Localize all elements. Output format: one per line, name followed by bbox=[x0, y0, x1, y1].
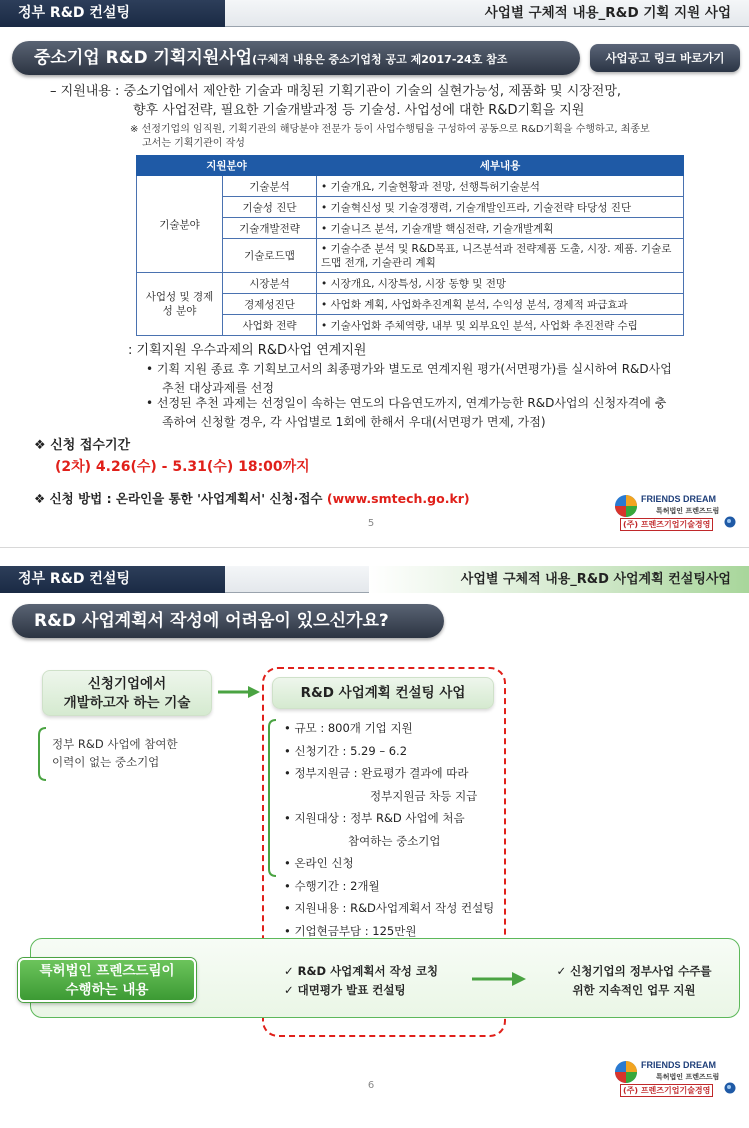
method-label: ❖ 신청 방법 : 온라인을 통한 '사업계획서' 신청·접수 (www.smtech.go.kr) bbox=[34, 491, 470, 506]
arrow-right-icon bbox=[470, 969, 528, 989]
table-item: 기술분석 bbox=[223, 176, 317, 197]
friends-dream-logo bbox=[614, 1058, 732, 1100]
page2-header-right: 사업별 구체적 내용_R&D 사업계획 컨설팅사업 bbox=[369, 566, 749, 593]
table-item: 기술개발전략 bbox=[223, 218, 317, 239]
list-item: • 규모 : 800개 기업 지원 bbox=[284, 721, 413, 735]
table-row bbox=[137, 273, 684, 294]
list-item: • 수행기간 : 2개월 bbox=[284, 878, 380, 893]
table-detail: • 사업화 계획, 사업화추진계획 분석, 수익성 분석, 경제적 파급효과 bbox=[317, 294, 684, 315]
consulting-title-box: R&D 사업계획 컨설팅 사업 bbox=[272, 677, 494, 709]
logo-name: FRIENDS DREAM bbox=[641, 1060, 717, 1070]
logo-emblem-icon bbox=[614, 494, 638, 518]
table-header-detail: 세부내용 bbox=[317, 156, 684, 176]
bracket-text: 정부 R&D 사업에 참여한 이력이 없는 중소기업 bbox=[52, 737, 178, 769]
table-detail: • 기술사업화 주체역량, 내부 및 외부요인 분석, 사업화 추진전략 수립 bbox=[317, 315, 684, 336]
center-bracket-icon bbox=[266, 718, 278, 878]
list-item: • 기업현금부담 : 125만원 bbox=[284, 923, 417, 938]
link-bullet-1 bbox=[146, 360, 740, 398]
link-bullet-1-line1: • 기획 지원 종료 후 기획보고서의 최종평가와 별도로 연계지원 평가(서면평가)를 실시하여 R&D사업 bbox=[146, 362, 672, 376]
table-group-business: 사업성 및 경제성 분야 bbox=[137, 273, 223, 336]
tech-box: 신청기업에서 개발하고자 하는 기술 bbox=[42, 670, 212, 716]
check-item: ✓ R&D 사업계획서 작성 코칭 bbox=[284, 964, 439, 978]
coaching-checks bbox=[284, 962, 438, 1000]
list-item: • 정부지원금 : 완료평가 결과에 따라 bbox=[284, 766, 469, 780]
table-item: 경제성진단 bbox=[223, 294, 317, 315]
table-header-field: 지원분야 bbox=[137, 156, 317, 176]
note-line1: ※ 선정기업의 임직원, 기획기관의 해당분야 전문가 등이 사업수행팀을 구성하여 공동으로 R&D기획을 수행하고, 최종보 bbox=[130, 124, 650, 135]
table-item: 사업화 전략 bbox=[223, 315, 317, 336]
page2-header-left: 정부 R&D 컨설팅 bbox=[0, 566, 225, 593]
page-divider bbox=[0, 547, 749, 548]
diamond-bullet-icon: ❖ bbox=[34, 438, 51, 453]
page1-number: 5 bbox=[367, 518, 375, 529]
support-line1: – 지원내용 : 중소기업에서 제안한 기술과 매칭된 기획기관이 기술의 실현가능성, 제품화 및 시장전망, bbox=[50, 84, 622, 99]
logo-tag: (주) 프렌즈기업기술경영 bbox=[620, 1084, 713, 1097]
notice-link-button[interactable]: 사업공고 링크 바로가기 bbox=[590, 44, 740, 72]
link-title: : 기획지원 우수과제의 R&D사업 연계지원 bbox=[128, 343, 367, 358]
table-group-tech: 기술분야 bbox=[137, 176, 223, 273]
method-url-link[interactable]: (www.smtech.go.kr) bbox=[326, 491, 470, 506]
check-item: ✓ 대면평가 발표 컨설팅 bbox=[284, 983, 406, 997]
logo-sub: 특허법인 프렌즈드림 bbox=[656, 507, 720, 515]
logo-name: FRIENDS DREAM bbox=[641, 494, 717, 504]
page2-title: R&D 사업계획서 작성에 어려움이 있으신가요? bbox=[12, 604, 444, 638]
consulting-bullets bbox=[284, 717, 504, 942]
table-item: 시장분석 bbox=[223, 273, 317, 294]
result-text: ✓ 신청기업의 정부사업 수주를 위한 지속적인 업무 지원 bbox=[556, 964, 712, 997]
link-bullet-2-line2: 족하여 신청할 경우, 각 사업별로 1회에 한해서 우대(서면평가 면제, 가점) bbox=[162, 415, 546, 429]
table-detail: • 기술혁신성 및 기술경쟁력, 기술개발인프라, 기술전략 타당성 진단 bbox=[317, 197, 684, 218]
friends-dream-logo bbox=[614, 492, 732, 534]
page1-header-left: 정부 R&D 컨설팅 bbox=[0, 0, 225, 27]
left-bracket-icon bbox=[36, 726, 48, 782]
list-item: 정부지원금 차등 지급 bbox=[370, 788, 478, 803]
logo-sub: 특허법인 프렌즈드림 bbox=[656, 1073, 720, 1081]
table-detail: • 기술수준 분석 및 R&D목표, 니즈분석과 전략제품 도출, 시장. 제품. 기술로 드맵 전개, 기술관리 계획 bbox=[317, 239, 684, 273]
logo-globe-icon bbox=[724, 516, 736, 528]
list-item: • 지원내용 : R&D사업계획서 작성 컨설팅 bbox=[284, 901, 495, 915]
logo-globe-icon bbox=[724, 1082, 736, 1094]
list-item: • 지원대상 : 정부 R&D 사업에 처음 bbox=[284, 811, 465, 825]
link-bullet-2-line1: • 선정된 추천 과제는 선정일이 속하는 연도의 다음연도까지, 연계가능한 R&D사업의 신청자격에 충 bbox=[146, 396, 667, 410]
table-detail: • 시장개요, 시장특성, 시장 동향 및 전망 bbox=[317, 273, 684, 294]
friends-dream-label: 특허법인 프렌즈드림이 수행하는 내용 bbox=[18, 958, 196, 1002]
list-item: • 신청기간 : 5.29 – 6.2 bbox=[284, 743, 408, 758]
table-item: 기술성 진단 bbox=[223, 197, 317, 218]
link-bullet-1-line2: 추천 대상과제를 선정 bbox=[162, 381, 274, 395]
diamond-bullet-icon: ❖ bbox=[34, 491, 50, 506]
period-value: (2차) 4.26(수) - 5.31(수) 18:00까지 bbox=[55, 459, 310, 475]
logo-tag: (주) 프렌즈기업기술경영 bbox=[620, 518, 713, 531]
list-item: • 온라인 신청 bbox=[284, 856, 354, 870]
table-detail: • 기술개요, 기술현황과 전망, 선행특허기술분석 bbox=[317, 176, 684, 197]
table-row bbox=[137, 176, 684, 197]
logo-emblem-icon bbox=[614, 1060, 638, 1084]
support-table bbox=[136, 155, 684, 336]
note-line2: 고서는 기획기관이 작성 bbox=[142, 138, 245, 149]
table-item: 기술로드맵 bbox=[223, 239, 317, 273]
period-label: ❖ 신청 접수기간 bbox=[34, 438, 131, 453]
support-line2: 향후 사업전략, 필요한 기술개발과정 등 기술성. 사업성에 대한 R&D기획을 지원 bbox=[133, 103, 585, 118]
page1-title-main: 중소기업 R&D 기획지원사업 bbox=[34, 48, 253, 68]
arrow-right-icon bbox=[216, 684, 262, 700]
page1-title bbox=[12, 41, 580, 75]
page2-number: 6 bbox=[367, 1080, 375, 1091]
link-bullet-2 bbox=[146, 394, 740, 432]
list-item: 참여하는 중소기업 bbox=[348, 833, 441, 848]
table-detail: • 기술니즈 분석, 기술개발 핵심전략, 기술개발계획 bbox=[317, 218, 684, 239]
page1-title-sub: (구체적 내용은 중소기업청 공고 제2017-24호 참조 bbox=[252, 53, 508, 66]
page1-header-right: 사업별 구체적 내용_R&D 기획 지원 사업 bbox=[484, 5, 731, 21]
